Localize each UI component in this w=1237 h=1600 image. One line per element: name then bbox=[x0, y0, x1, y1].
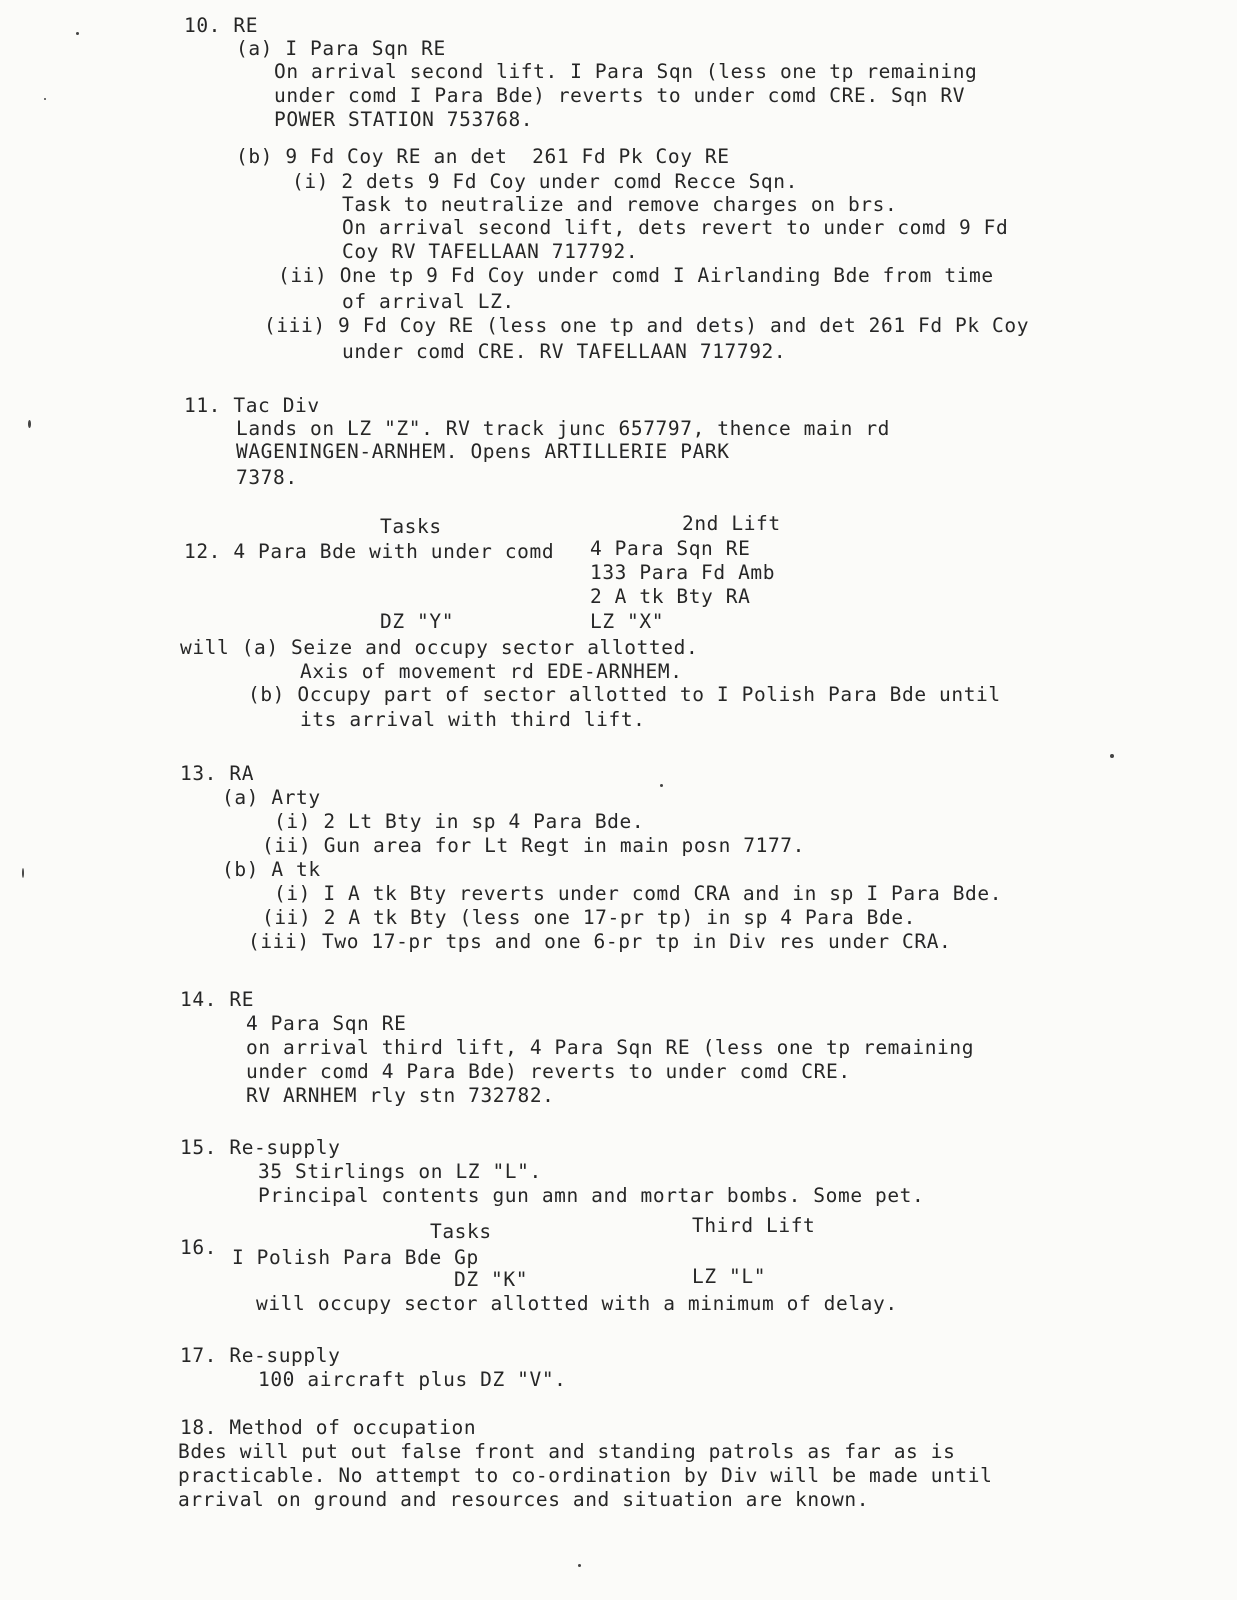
scan-speck bbox=[76, 32, 79, 35]
section-10b-i-line: (i) 2 dets 9 Fd Coy under comd Recce Sqn. bbox=[292, 170, 798, 193]
section-13b-ii: (ii) 2 A tk Bty (less one 17-pr tp) in sp 4 Para Bde. bbox=[262, 906, 917, 929]
scan-speck bbox=[578, 1564, 581, 1567]
section-16-number: 16. bbox=[180, 1236, 218, 1259]
section-17-line: 100 aircraft plus DZ "V". bbox=[258, 1368, 567, 1391]
section-16-lift-header: Third Lift bbox=[692, 1214, 816, 1237]
section-13a-title: (a) Arty bbox=[222, 786, 321, 809]
section-14-line: 4 Para Sqn RE bbox=[246, 1012, 407, 1035]
scan-speck bbox=[44, 98, 46, 100]
section-14-line: on arrival third lift, 4 Para Sqn RE (less one tp remaining bbox=[246, 1036, 975, 1059]
section-10a-title: (a) I Para Sqn RE bbox=[236, 37, 446, 60]
scan-speck bbox=[1110, 754, 1114, 758]
section-10b-iii-line: under comd CRE. RV TAFELLAAN 717792. bbox=[342, 340, 787, 363]
section-12a-line: Axis of movement rd EDE-ARNHEM. bbox=[300, 660, 683, 683]
section-10b-iii-line: (iii) 9 Fd Coy RE (less one tp and dets) and det 261 Fd Pk Coy bbox=[264, 314, 1030, 337]
section-10-heading: 10. RE bbox=[184, 14, 259, 37]
section-12-lz: LZ "X" bbox=[590, 610, 665, 633]
section-11-line: 7378. bbox=[236, 466, 298, 489]
section-12-lift-item: 133 Para Fd Amb bbox=[590, 561, 776, 584]
section-12-heading: 12. 4 Para Bde with under comd bbox=[184, 540, 555, 563]
section-16-heading: I Polish Para Bde Gp bbox=[232, 1246, 479, 1269]
section-10b-i-line: Task to neutralize and remove charges on brs. bbox=[342, 193, 898, 216]
section-18-line: practicable. No attempt to co-ordination by Div will be made until bbox=[178, 1464, 993, 1487]
section-14-heading: 14. RE bbox=[180, 988, 255, 1011]
section-13b-iii: (iii) Two 17-pr tps and one 6-pr tp in Div res under CRA. bbox=[248, 930, 952, 953]
section-12b-line: (b) Occupy part of sector allotted to I Polish Para Bde until bbox=[248, 683, 1001, 706]
section-10b-ii-line: (ii) One tp 9 Fd Coy under comd I Airlanding Bde from time bbox=[278, 264, 994, 287]
section-13b-title: (b) A tk bbox=[222, 858, 321, 881]
section-15-line: Principal contents gun amn and mortar bombs. Some pet. bbox=[258, 1184, 925, 1207]
section-18-line: Bdes will put out false front and standing patrols as far as is bbox=[178, 1440, 956, 1463]
section-14-line: RV ARNHEM rly stn 732782. bbox=[246, 1084, 555, 1107]
section-12-lift-item: 2 A tk Bty RA bbox=[590, 585, 751, 608]
section-11-heading: 11. Tac Div bbox=[184, 394, 320, 417]
section-12-lift-item: 4 Para Sqn RE bbox=[590, 537, 751, 560]
section-15-heading: 15. Re-supply bbox=[180, 1136, 341, 1159]
section-13b-i: (i) I A tk Bty reverts under comd CRA and in sp I Para Bde. bbox=[274, 882, 1003, 905]
section-13a-ii: (ii) Gun area for Lt Regt in main posn 7177. bbox=[262, 834, 805, 857]
section-18-heading: 18. Method of occupation bbox=[180, 1416, 477, 1439]
section-10a-line: under comd I Para Bde) reverts to under comd CRE. Sqn RV bbox=[274, 84, 966, 107]
section-10b-i-line: On arrival second lift, dets revert to under comd 9 Fd bbox=[342, 216, 1009, 239]
section-10b-title: (b) 9 Fd Coy RE an det 261 Fd Pk Coy RE bbox=[236, 145, 730, 168]
section-11-line: Lands on LZ "Z". RV track junc 657797, thence main rd bbox=[236, 417, 891, 440]
section-17-heading: 17. Re-supply bbox=[180, 1344, 341, 1367]
section-12a-line: will (a) Seize and occupy sector allotted. bbox=[180, 636, 699, 659]
section-10b-i-line: Coy RV TAFELLAAN 717792. bbox=[342, 240, 639, 263]
section-16-tasks-header: Tasks bbox=[430, 1220, 492, 1243]
section-13a-i: (i) 2 Lt Bty in sp 4 Para Bde. bbox=[274, 810, 645, 833]
scan-speck bbox=[22, 868, 24, 878]
section-18-line: arrival on ground and resources and situation are known. bbox=[178, 1488, 870, 1511]
section-11-line: WAGENINGEN-ARNHEM. Opens ARTILLERIE PARK bbox=[236, 440, 730, 463]
section-15-line: 35 Stirlings on LZ "L". bbox=[258, 1160, 542, 1183]
section-14-line: under comd 4 Para Bde) reverts to under comd CRE. bbox=[246, 1060, 851, 1083]
section-12-tasks-header: Tasks bbox=[380, 515, 442, 538]
section-16-line: will occupy sector allotted with a minimum of delay. bbox=[256, 1292, 898, 1315]
section-13-heading: 13. RA bbox=[180, 762, 255, 785]
section-10a-line: On arrival second lift. I Para Sqn (less one tp remaining bbox=[274, 60, 978, 83]
section-10b-ii-line: of arrival LZ. bbox=[342, 290, 515, 313]
scan-speck bbox=[660, 784, 663, 787]
section-12b-line: its arrival with third lift. bbox=[300, 708, 646, 731]
scan-speck bbox=[28, 420, 31, 428]
section-12-dz: DZ "Y" bbox=[380, 610, 455, 633]
section-16-dz: DZ "K" bbox=[454, 1268, 529, 1291]
section-16-lz: LZ "L" bbox=[692, 1265, 767, 1288]
section-10a-line: POWER STATION 753768. bbox=[274, 108, 534, 131]
section-12-lift-header: 2nd Lift bbox=[682, 512, 781, 535]
